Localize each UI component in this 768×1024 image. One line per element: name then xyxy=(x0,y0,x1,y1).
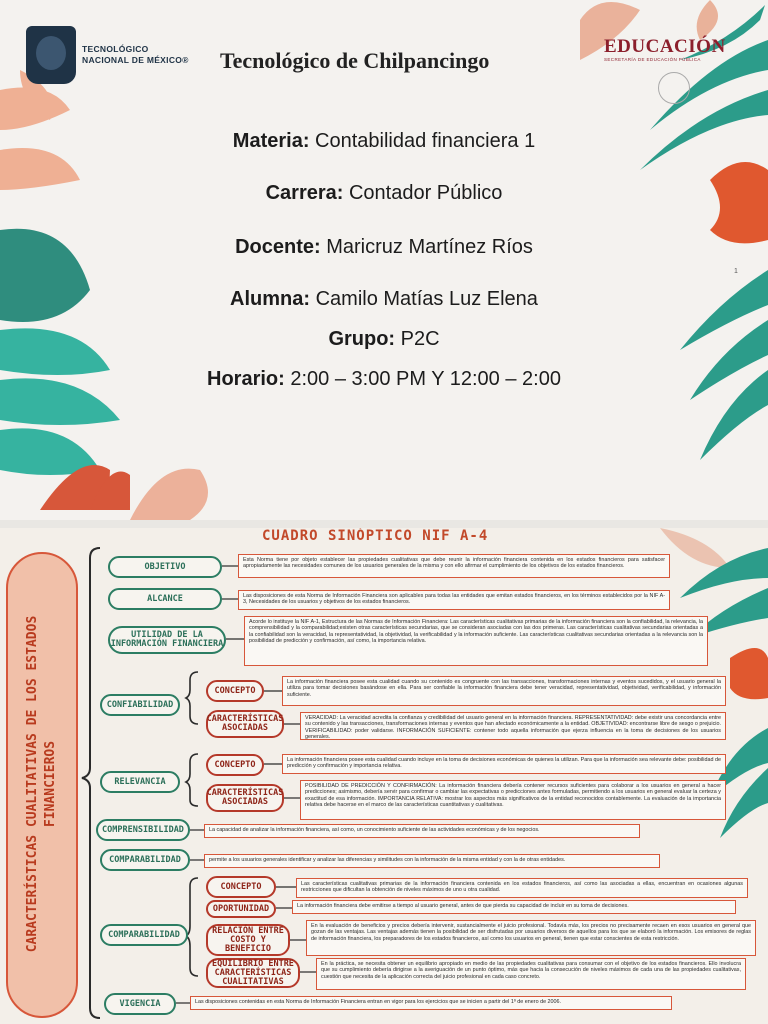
sub-comparabilidad-concepto: CONCEPTO xyxy=(206,876,276,898)
text-relevancia-asociadas: POSIBILIDAD DE PREDICCIÓN Y CONFIRMACIÓN: La información financiera debería contener recursos suficientes para colaborar a los usuarios en general a hacer predicciones; asimismo, debería servir para confirmar o cambiar las expectativas o predicciones antes formuladas, permitiendo a los usuarios en general evaluar la certeza y exactitud de esa información. IMPORTANCIA RELATIVA: mostrar los aspectos más significativos de la entidad reconocidos contablemente. La evaluación de la importancia relativa debe hacerse en el marco de las características cuantitativas y cualitativas. xyxy=(300,780,726,820)
text-utilidad: Acorde lo instituye la NIF A-1, Estructura de las Normas de Información Financiera: Las características cualitativas primarias de la información financiera son la confiabilidad, la relevancia, la comprensibilidad y la comparabilidad;existen otras características secundarias, que se consideran asociadas con las dos primeras. Las características cualitativas secundarias orientadas a la confiabilidad son la veracidad, la representatividad, la objetividad, la verificabilidad y la información suficiente. Las características cualitativas secundarias orientadas a la relevancia son la posibilidad de predicción y confirmación, así como, la importancia relativa. xyxy=(244,616,708,666)
field-label: Materia: xyxy=(232,130,310,152)
sub-relevancia-concepto: CONCEPTO xyxy=(206,754,264,776)
tecnm-logo-line-1: TECNOLÓGICO xyxy=(82,44,149,54)
node-vigencia: VIGENCIA xyxy=(104,993,176,1015)
text-comprensibilidad: La capacidad de analizar la información financiera, así como, un conocimiento suficiente de las actividades económicas y de los negocios. xyxy=(204,824,640,838)
root-category-label: CARACTERÍSTICAS CUALITATIVAS DE LOS ESTADOS FINANCIEROS xyxy=(25,615,58,953)
text-comparabilidad-1: permite a los usuarios generales identificar y analizar las diferencias y similitudes con la información de la misma entidad y con la de otras entidades. xyxy=(204,854,660,868)
field-carrera xyxy=(0,182,768,205)
node-comprensibilidad: COMPRENSIBILIDAD xyxy=(96,819,190,841)
sub-relacion-costo-beneficio: RELACIÓN ENTRE COSTO Y BENEFICIO xyxy=(206,924,290,956)
field-docente xyxy=(0,236,768,259)
text-confiabilidad-asociadas: VERACIDAD: La veracidad acredita la confianza y credibilidad del usuario general en la información financiera. REPRESENTATIVIDAD: debe existir una concordancia entre su contenido y las transacciones, transformaciones internas y eventos que han afectado económicamente a la entidad. OBJETIVIDAD: encontrarse libre de sesgo o prejuicio. VERIFICABILIDAD: poder validarse. INFORMACIÓN SUFICIENTE: contener todo aquella información que ejerza influencia en la toma de decisiones de los usuarios generales. xyxy=(300,712,726,740)
text-equilibrio: En la práctica, se necesita obtener un equilibrio apropiado en medio de las propiedades cualitativas para consumar con el objetivo de los estados financieros. Ello involucra que su cumplimiento debería dirigirse a la averiguación de un punto óptimo, más que hacia la consecución de niveles máximos de cada una de las propiedades cualitativas, cuestión que necesita de la aplicación correcta del juicio profesional en cada caso concreto. xyxy=(316,958,746,990)
school-title: Tecnológico de Chilpancingo xyxy=(220,48,490,73)
field-label: Carrera: xyxy=(265,182,344,204)
tecnm-logo-icon xyxy=(26,26,76,84)
diagram-title: CUADRO SINÓPTICO NIF A-4 xyxy=(262,528,489,544)
page-number: 1 xyxy=(734,268,738,275)
tecnm-logo-line-2: NACIONAL DE MÉXICO® xyxy=(82,55,189,65)
field-value: Contabilidad financiera 1 xyxy=(309,130,536,152)
field-horario xyxy=(0,368,768,391)
text-confiabilidad-concepto: La información financiera posee esta cualidad cuando su contenido es congruente con las transacciones, transformaciones internas y eventos sucedidos, y el usuario general la utiliza para tomar decisiones basándose en ella. Para ser confiable la información financiera debe tener veracidad, representatividad, objetividad, verificabilidad, y información suficiente. xyxy=(282,676,726,706)
field-value: Maricruz Martínez Ríos xyxy=(320,236,533,258)
node-alcance: ALCANCE xyxy=(108,588,222,610)
node-comparabilidad-2: COMPARABILIDAD xyxy=(100,924,188,946)
field-label: Horario: xyxy=(207,368,285,390)
sep-logo-text: EDUCACIÓN xyxy=(604,36,726,57)
text-relacion-costo-beneficio: En la evaluación de beneficios y precios debería intervenir, sustancialmente el juicio profesional. Todavía más, los precios no precisamente recaen en esos usuarios en general que gozan de las ventajas. Las ventajas además tienen la posibilidad de ser disfrutadas por usuarios diversos de aquellos para los que se elaboró la información. Los emisores de reglas de información financiera, los preparadores de los estados financieros, así como los usuarios en general, tienen que estar conscientes de esta restricción. xyxy=(306,920,756,956)
sub-confiabilidad-asociadas: CARACTERÍSTICAS ASOCIADAS xyxy=(206,710,284,738)
seal-icon xyxy=(658,72,690,104)
sub-relevancia-asociadas: CARACTERÍSTICAS ASOCIADAS xyxy=(206,784,284,812)
field-label: Grupo: xyxy=(328,328,396,350)
text-vigencia: Las disposiciones contenidas en esta Norma de Información Financiera entran en vigor para los ejercicios que se inicien a partir del 1º de enero de 2006. xyxy=(190,996,672,1010)
sub-equilibrio-caracteristicas: EQUILIBRIO ENTRE CARACTERÍSTICAS CUALITATIVAS xyxy=(206,958,300,988)
text-oportunidad: La información financiera debe emitirse a tiempo al usuario general, antes de que pierda su capacidad de incluir en su toma de decisiones. xyxy=(292,900,736,914)
node-confiabilidad: CONFIABILIDAD xyxy=(100,694,180,716)
field-materia xyxy=(0,130,768,153)
field-alumna xyxy=(0,288,768,311)
tecnm-logo-text xyxy=(82,44,189,66)
field-label: Alumna: xyxy=(230,288,311,310)
field-value: Contador Público xyxy=(343,182,503,204)
field-value: P2C xyxy=(395,328,440,350)
text-comparabilidad-concepto: Las características cualitativas primarias de la información financiera contenida en los estados financieros, así como las asociadas a ellas, encuentran en ocasiones algunas restricciones que dificultan la obtención de niveles máximos de uno u otra cualidad. xyxy=(296,878,748,898)
node-objetivo: OBJETIVO xyxy=(108,556,222,578)
node-utilidad: UTILIDAD DE LA INFORMACIÓN FINANCIERA xyxy=(108,626,226,654)
text-relevancia-concepto: La información financiera posee esta cualidad cuando incluye en la toma de decisiones económicas de quienes la utilizan. Para que la información sea relevante debe: posibilidad de predicción y confirmación y importancia relativa. xyxy=(282,754,726,774)
synoptic-chart-page xyxy=(0,528,768,1024)
node-relevancia: RELEVANCIA xyxy=(100,771,180,793)
field-label: Docente: xyxy=(235,236,321,258)
text-objetivo: Esta Norma tiene por objeto establecer las propiedades cualitativas que debe reunir la información financiera contenida en los estados financieros para satisfacer apropiadamente las necesidades comunes de los usuarios generales de la misma y con ello afirmar el cumplimiento de los objetivos de los estados financieros. xyxy=(238,554,670,578)
sub-oportunidad: OPORTUNIDAD xyxy=(206,900,276,918)
text-alcance: Las disposiciones de esta Norma de Información Financiera son aplicables para todas las entidades que emitan estados financieros, en los términos establecidos por la NIF A-3, Necesidades de los usuarios y objetivos de los estados financieros. xyxy=(238,590,670,610)
sep-logo-subtitle: SECRETARÍA DE EDUCACIÓN PÚBLICA xyxy=(604,57,701,62)
field-grupo xyxy=(0,328,768,351)
field-value: Camilo Matías Luz Elena xyxy=(310,288,538,310)
coral-leaf-decoration-bottom xyxy=(130,450,220,520)
sub-confiabilidad-concepto: CONCEPTO xyxy=(206,680,264,702)
node-comparabilidad-1: COMPARABILIDAD xyxy=(100,849,190,871)
field-value: 2:00 – 3:00 PM Y 12:00 – 2:00 xyxy=(284,368,561,390)
